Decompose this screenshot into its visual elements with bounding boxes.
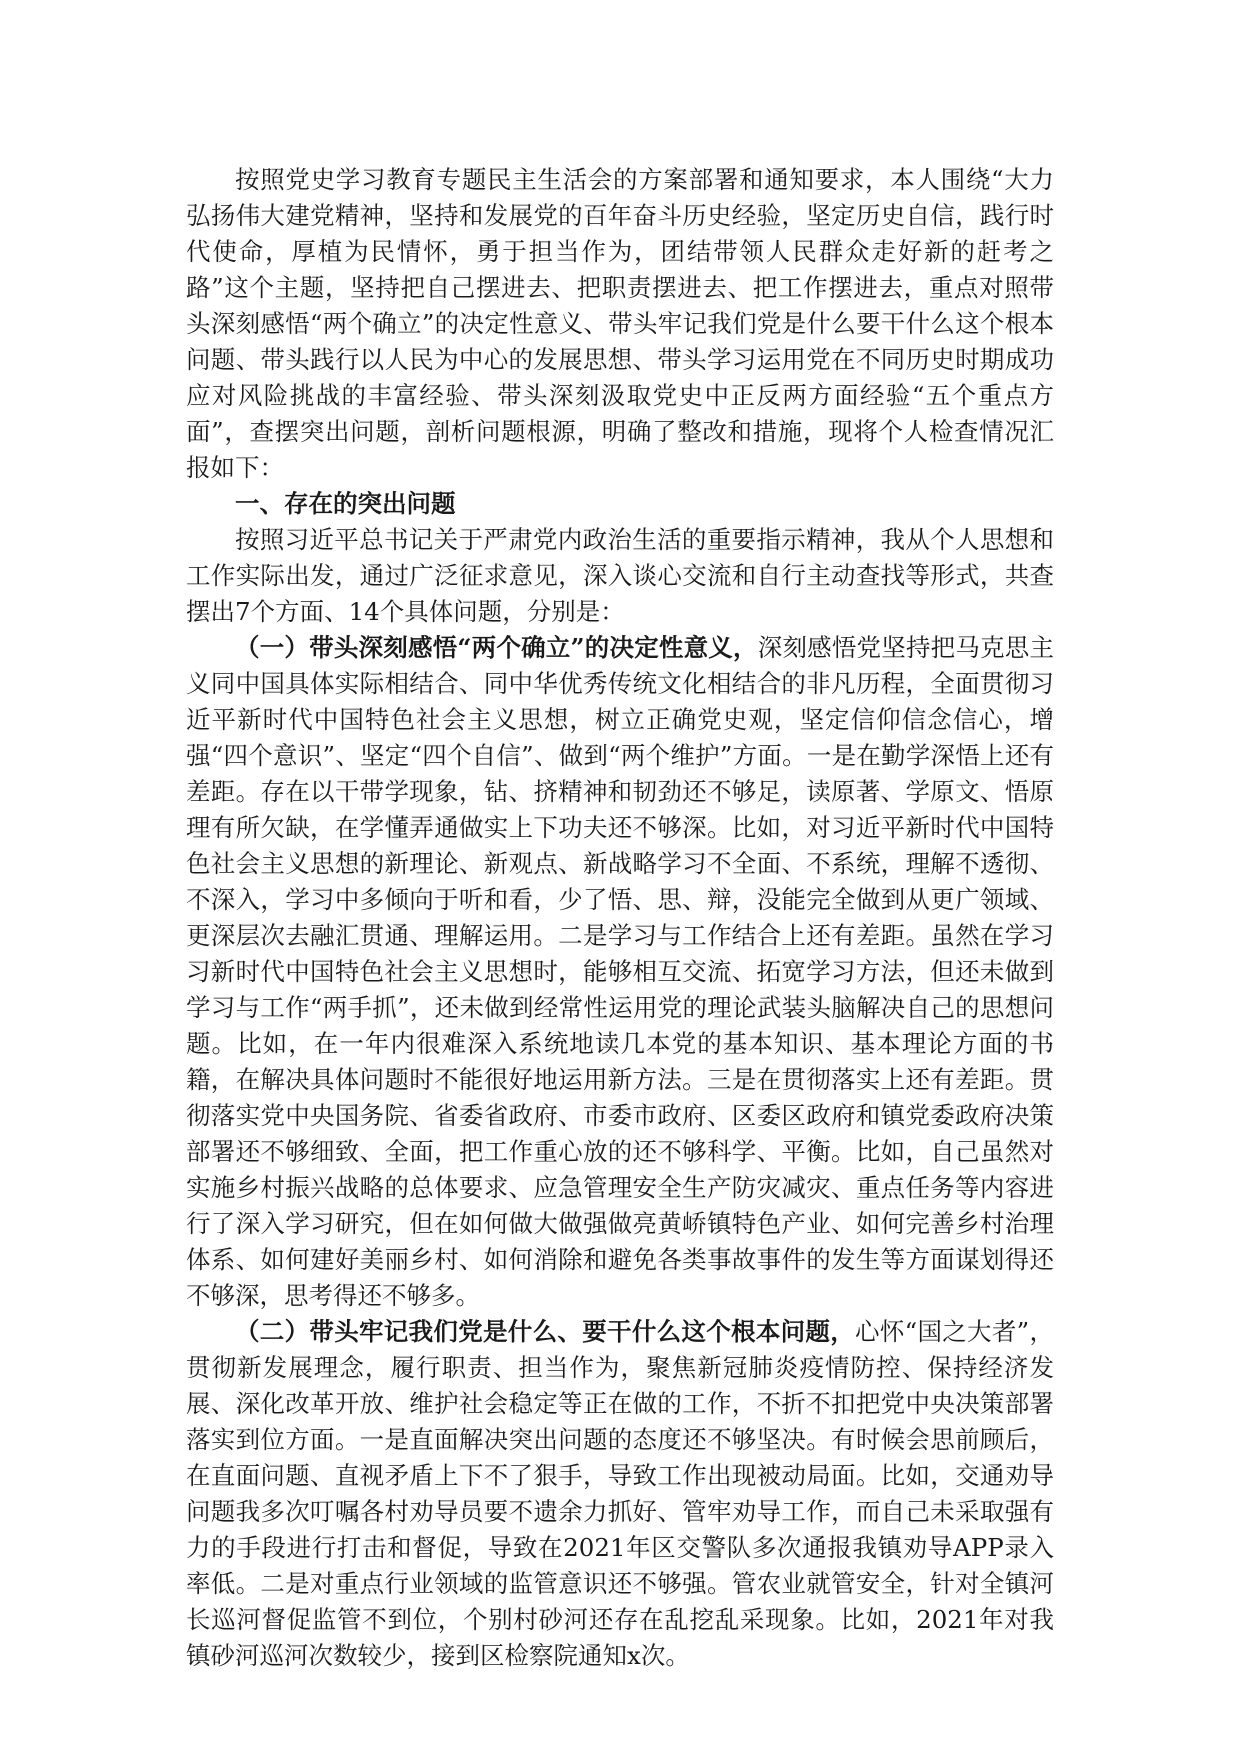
item-1-paragraph: [186, 630, 1054, 1314]
item-2-body: 心怀“国之大者”，贯彻新发展理念，履行职责、担当作为，聚焦新冠肺炎疫情防控、保持经济发展、深化改革开放、维护社会稳定等正在做的工作，不折不扣把党中央决策部署落实到位方面。一是直面解决突出问题的态度还不够坚决。有时候会思前顾后，在直面问题、直视矛盾上下不了狠手，导致工作出现被动局面。比如，交通劝导问题我多次叮嘱各村劝导员要不遗余力抓好、管牢劝导工作，而自己未采取强有力的手段进行打击和督促，导致在2021年区交警队多次通报我镇劝导APP录入率低。二是对重点行业领域的监管意识还不够强。管农业就管安全，针对全镇河长巡河督促监管不到位，个别村砂河还存在乱挖乱采现象。比如，2021年对我镇砂河巡河次数较少，接到区检察院通知x次。: [186, 1317, 1054, 1670]
item-2-lead: （二）带头牢记我们党是什么、要干什么这个根本问题，: [235, 1317, 856, 1346]
item-1-body: 深刻感悟党坚持把马克思主义同中国具体实际相结合、同中华优秀传统文化相结合的非凡历程，全面贯彻习近平新时代中国特色社会主义思想，树立正确党史观，坚定信仰信念信心，增强“四个意识”、坚定“四个自信”、做到“两个维护”方面。一是在勤学深悟上还有差距。存在以干带学现象，钻、挤精神和韧劲还不够足，读原著、学原文、悟原理有所欠缺，在学懂弄通做实上下功夫还不够深。比如，对习近平新时代中国特色社会主义思想的新理论、新观点、新战略学习不全面、不系统，理解不透彻、不深入，学习中多倾向于听和看，少了悟、思、辩，没能完全做到从更广领域、更深层次去融汇贯通、理解运用。二是学习与工作结合上还有差距。虽然在学习习新时代中国特色社会主义思想时，能够相互交流、拓宽学习方法，但还未做到学习与工作“两手抓”，还未做到经常性运用党的理论武装头脑解决自己的思想问题。比如，在一年内很难深入系统地读几本党的基本知识、基本理论方面的书籍，在解决具体问题时不能很好地运用新方法。三是在贯彻落实上还有差距。贯彻落实党中央国务院、省委省政府、市委市政府、区委区政府和镇党委政府决策部署还不够细致、全面，把工作重心放的还不够科学、平衡。比如，自己虽然对实施乡村振兴战略的总体要求、应急管理安全生产防灾减灾、重点任务等内容进行了深入学习研究，但在如何做大做强做亮黄峤镇特色产业、如何完善乡村治理体系、如何建好美丽乡村、如何消除和避免各类事故事件的发生等方面谋划得还不够深，思考得还不够多。: [186, 633, 1055, 1310]
intro-paragraph: 按照党史学习教育专题民主生活会的方案部署和通知要求，本人围绕“大力弘扬伟大建党精神，坚持和发展党的百年奋斗历史经验，坚定历史自信，践行时代使命，厚植为民情怀，勇于担当作为，团结带领人民群众走好新的赶考之路”这个主题，坚持把自己摆进去、把职责摆进去、把工作摆进去，重点对照带头深刻感悟“两个确立”的决定性意义、带头牢记我们党是什么要干什么这个根本问题、带头践行以人民为中心的发展思想、带头学习运用党在不同历史时期成功应对风险挑战的丰富经验、带头深刻汲取党史中正反两方面经验“五个重点方面”，查摆突出问题，剖析问题根源，明确了整改和措施，现将个人检查情况汇报如下：: [186, 165, 1054, 482]
section-intro-paragraph: 按照习近平总书记关于严肃党内政治生活的重要指示精神，我从个人思想和工作实际出发，通过广泛征求意见，深入谈心交流和自行主动查找等形式，共查摆出7个方面、14个具体问题，分别是：: [186, 525, 1054, 626]
document-body: [186, 162, 1054, 1674]
section-heading: 一、存在的突出问题: [235, 489, 456, 518]
item-1-lead: （一）带头深刻感悟“两个确立”的决定性意义，: [235, 633, 758, 662]
item-2-paragraph: [186, 1314, 1054, 1674]
